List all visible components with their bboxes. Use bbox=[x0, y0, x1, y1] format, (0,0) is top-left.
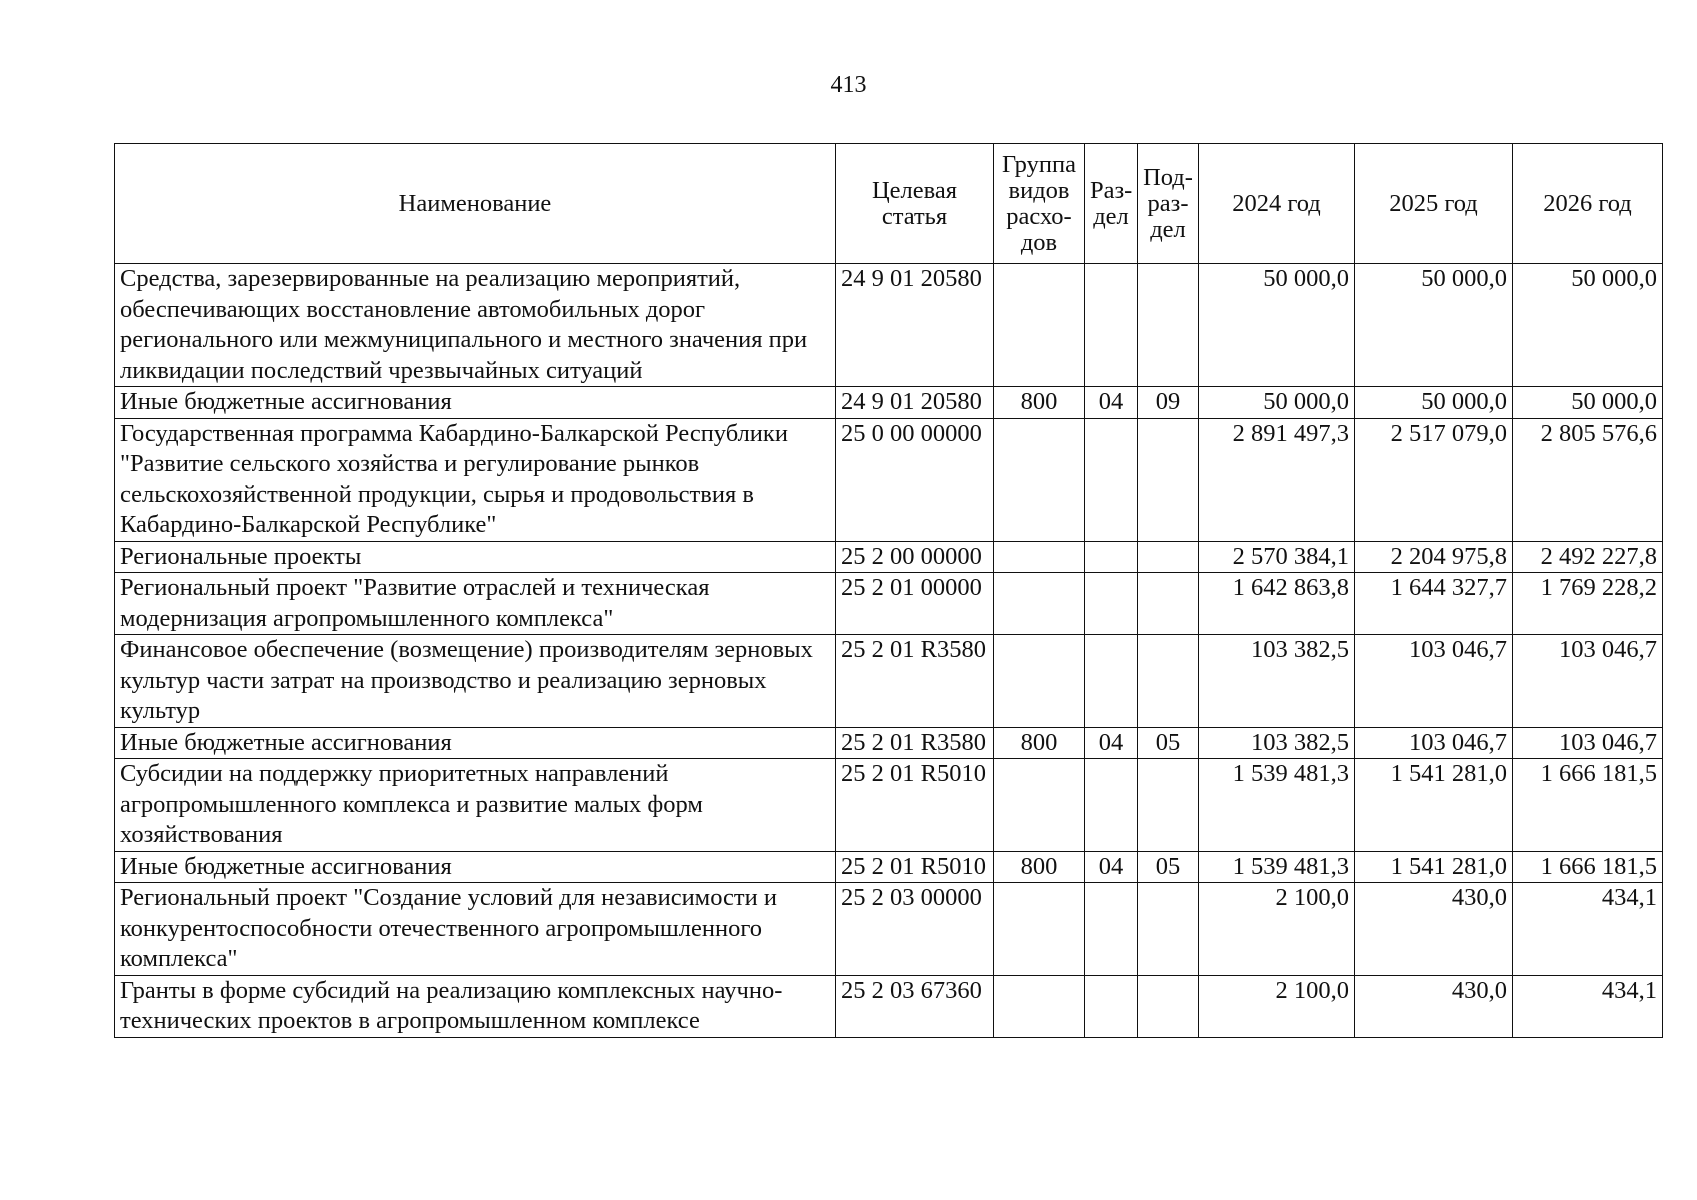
cell-2024: 50 000,0 bbox=[1199, 264, 1355, 387]
cell-expense-group: 800 bbox=[994, 851, 1085, 883]
page-number: 413 bbox=[830, 72, 867, 98]
cell-2026: 434,1 bbox=[1513, 883, 1663, 976]
cell-subsection bbox=[1138, 541, 1199, 573]
cell-2026: 2 492 227,8 bbox=[1513, 541, 1663, 573]
cell-subsection bbox=[1138, 759, 1199, 852]
cell-2024: 2 891 497,3 bbox=[1199, 418, 1355, 541]
cell-target-article: 24 9 01 20580 bbox=[836, 387, 994, 419]
cell-expense-group bbox=[994, 635, 1085, 728]
header-target-article: Целевая статья bbox=[836, 144, 994, 264]
budget-table bbox=[114, 143, 1663, 1038]
cell-2026: 50 000,0 bbox=[1513, 387, 1663, 419]
cell-subsection: 05 bbox=[1138, 727, 1199, 759]
cell-section bbox=[1085, 759, 1138, 852]
cell-section bbox=[1085, 264, 1138, 387]
table-row bbox=[115, 541, 1663, 573]
cell-section bbox=[1085, 418, 1138, 541]
cell-expense-group: 800 bbox=[994, 387, 1085, 419]
header-year-2025: 2025 год bbox=[1355, 144, 1513, 264]
cell-2026: 103 046,7 bbox=[1513, 727, 1663, 759]
table-row bbox=[115, 975, 1663, 1037]
table-row bbox=[115, 851, 1663, 883]
cell-subsection: 05 bbox=[1138, 851, 1199, 883]
header-year-2026: 2026 год bbox=[1513, 144, 1663, 264]
header-subsection: Под-раз-дел bbox=[1138, 144, 1199, 264]
cell-2025: 50 000,0 bbox=[1355, 264, 1513, 387]
cell-subsection: 09 bbox=[1138, 387, 1199, 419]
table-row bbox=[115, 759, 1663, 852]
header-expense-group: Группа видов расхо-дов bbox=[994, 144, 1085, 264]
cell-section bbox=[1085, 883, 1138, 976]
table-row bbox=[115, 418, 1663, 541]
cell-name: Государственная программа Кабардино-Балкарской Республики "Развитие сельского хозяйства и регулирование рынков сельскохозяйственной продукции, сырья и продовольствия в Кабардино-Балкарской Республике" bbox=[115, 418, 836, 541]
cell-name: Иные бюджетные ассигнования bbox=[115, 387, 836, 419]
cell-expense-group bbox=[994, 541, 1085, 573]
cell-2025: 1 541 281,0 bbox=[1355, 851, 1513, 883]
header-name: Наименование bbox=[115, 144, 836, 264]
cell-target-article: 25 2 01 00000 bbox=[836, 573, 994, 635]
cell-2024: 1 642 863,8 bbox=[1199, 573, 1355, 635]
cell-expense-group bbox=[994, 883, 1085, 976]
header-section: Раз-дел bbox=[1085, 144, 1138, 264]
cell-subsection bbox=[1138, 975, 1199, 1037]
cell-section bbox=[1085, 541, 1138, 573]
cell-target-article: 25 2 01 R3580 bbox=[836, 727, 994, 759]
cell-name: Субсидии на поддержку приоритетных направлений агропромышленного комплекса и развитие малых форм хозяйствования bbox=[115, 759, 836, 852]
cell-2026: 1 769 228,2 bbox=[1513, 573, 1663, 635]
header-year-2024: 2024 год bbox=[1199, 144, 1355, 264]
cell-target-article: 25 2 01 R5010 bbox=[836, 851, 994, 883]
cell-section: 04 bbox=[1085, 387, 1138, 419]
cell-2026: 50 000,0 bbox=[1513, 264, 1663, 387]
cell-expense-group bbox=[994, 418, 1085, 541]
cell-2024: 50 000,0 bbox=[1199, 387, 1355, 419]
cell-name: Региональный проект "Создание условий для независимости и конкурентоспособности отечественного агропромышленного комплекса" bbox=[115, 883, 836, 976]
cell-target-article: 25 0 00 00000 bbox=[836, 418, 994, 541]
cell-section bbox=[1085, 635, 1138, 728]
cell-2024: 2 570 384,1 bbox=[1199, 541, 1355, 573]
cell-section: 04 bbox=[1085, 851, 1138, 883]
cell-subsection bbox=[1138, 883, 1199, 976]
cell-2024: 2 100,0 bbox=[1199, 883, 1355, 976]
cell-subsection bbox=[1138, 635, 1199, 728]
table-row bbox=[115, 264, 1663, 387]
cell-name: Региональные проекты bbox=[115, 541, 836, 573]
cell-subsection bbox=[1138, 264, 1199, 387]
cell-subsection bbox=[1138, 418, 1199, 541]
cell-target-article: 25 2 00 00000 bbox=[836, 541, 994, 573]
table-header-row bbox=[115, 144, 1663, 264]
cell-expense-group bbox=[994, 264, 1085, 387]
table-row bbox=[115, 635, 1663, 728]
cell-expense-group bbox=[994, 759, 1085, 852]
cell-2024: 1 539 481,3 bbox=[1199, 759, 1355, 852]
cell-target-article: 25 2 01 R3580 bbox=[836, 635, 994, 728]
cell-target-article: 25 2 01 R5010 bbox=[836, 759, 994, 852]
cell-2025: 103 046,7 bbox=[1355, 635, 1513, 728]
cell-target-article: 24 9 01 20580 bbox=[836, 264, 994, 387]
cell-section bbox=[1085, 975, 1138, 1037]
cell-expense-group bbox=[994, 573, 1085, 635]
cell-2026: 1 666 181,5 bbox=[1513, 759, 1663, 852]
cell-2025: 103 046,7 bbox=[1355, 727, 1513, 759]
cell-2026: 1 666 181,5 bbox=[1513, 851, 1663, 883]
cell-target-article: 25 2 03 00000 bbox=[836, 883, 994, 976]
cell-2024: 2 100,0 bbox=[1199, 975, 1355, 1037]
cell-name: Иные бюджетные ассигнования bbox=[115, 727, 836, 759]
cell-target-article: 25 2 03 67360 bbox=[836, 975, 994, 1037]
cell-2026: 2 805 576,6 bbox=[1513, 418, 1663, 541]
table-row bbox=[115, 573, 1663, 635]
cell-2025: 2 204 975,8 bbox=[1355, 541, 1513, 573]
cell-name: Гранты в форме субсидий на реализацию комплексных научно-технических проектов в агропромышленном комплексе bbox=[115, 975, 836, 1037]
cell-2025: 50 000,0 bbox=[1355, 387, 1513, 419]
table-row bbox=[115, 387, 1663, 419]
table-row bbox=[115, 727, 1663, 759]
cell-section: 04 bbox=[1085, 727, 1138, 759]
cell-section bbox=[1085, 573, 1138, 635]
cell-2025: 1 644 327,7 bbox=[1355, 573, 1513, 635]
cell-2024: 103 382,5 bbox=[1199, 727, 1355, 759]
cell-2025: 1 541 281,0 bbox=[1355, 759, 1513, 852]
cell-name: Иные бюджетные ассигнования bbox=[115, 851, 836, 883]
cell-expense-group bbox=[994, 975, 1085, 1037]
cell-2025: 430,0 bbox=[1355, 883, 1513, 976]
cell-name: Региональный проект "Развитие отраслей и техническая модернизация агропромышленного комплекса" bbox=[115, 573, 836, 635]
table-row bbox=[115, 883, 1663, 976]
cell-2026: 103 046,7 bbox=[1513, 635, 1663, 728]
cell-2024: 103 382,5 bbox=[1199, 635, 1355, 728]
cell-2024: 1 539 481,3 bbox=[1199, 851, 1355, 883]
cell-subsection bbox=[1138, 573, 1199, 635]
cell-name: Финансовое обеспечение (возмещение) производителям зерновых культур части затрат на производство и реализацию зерновых культур bbox=[115, 635, 836, 728]
cell-2025: 2 517 079,0 bbox=[1355, 418, 1513, 541]
cell-name: Средства, зарезервированные на реализацию мероприятий, обеспечивающих восстановление автомобильных дорог регионального или межмуниципального и местного значения при ликвидации последствий чрезвычайных ситуаций bbox=[115, 264, 836, 387]
cell-2026: 434,1 bbox=[1513, 975, 1663, 1037]
cell-2025: 430,0 bbox=[1355, 975, 1513, 1037]
cell-expense-group: 800 bbox=[994, 727, 1085, 759]
